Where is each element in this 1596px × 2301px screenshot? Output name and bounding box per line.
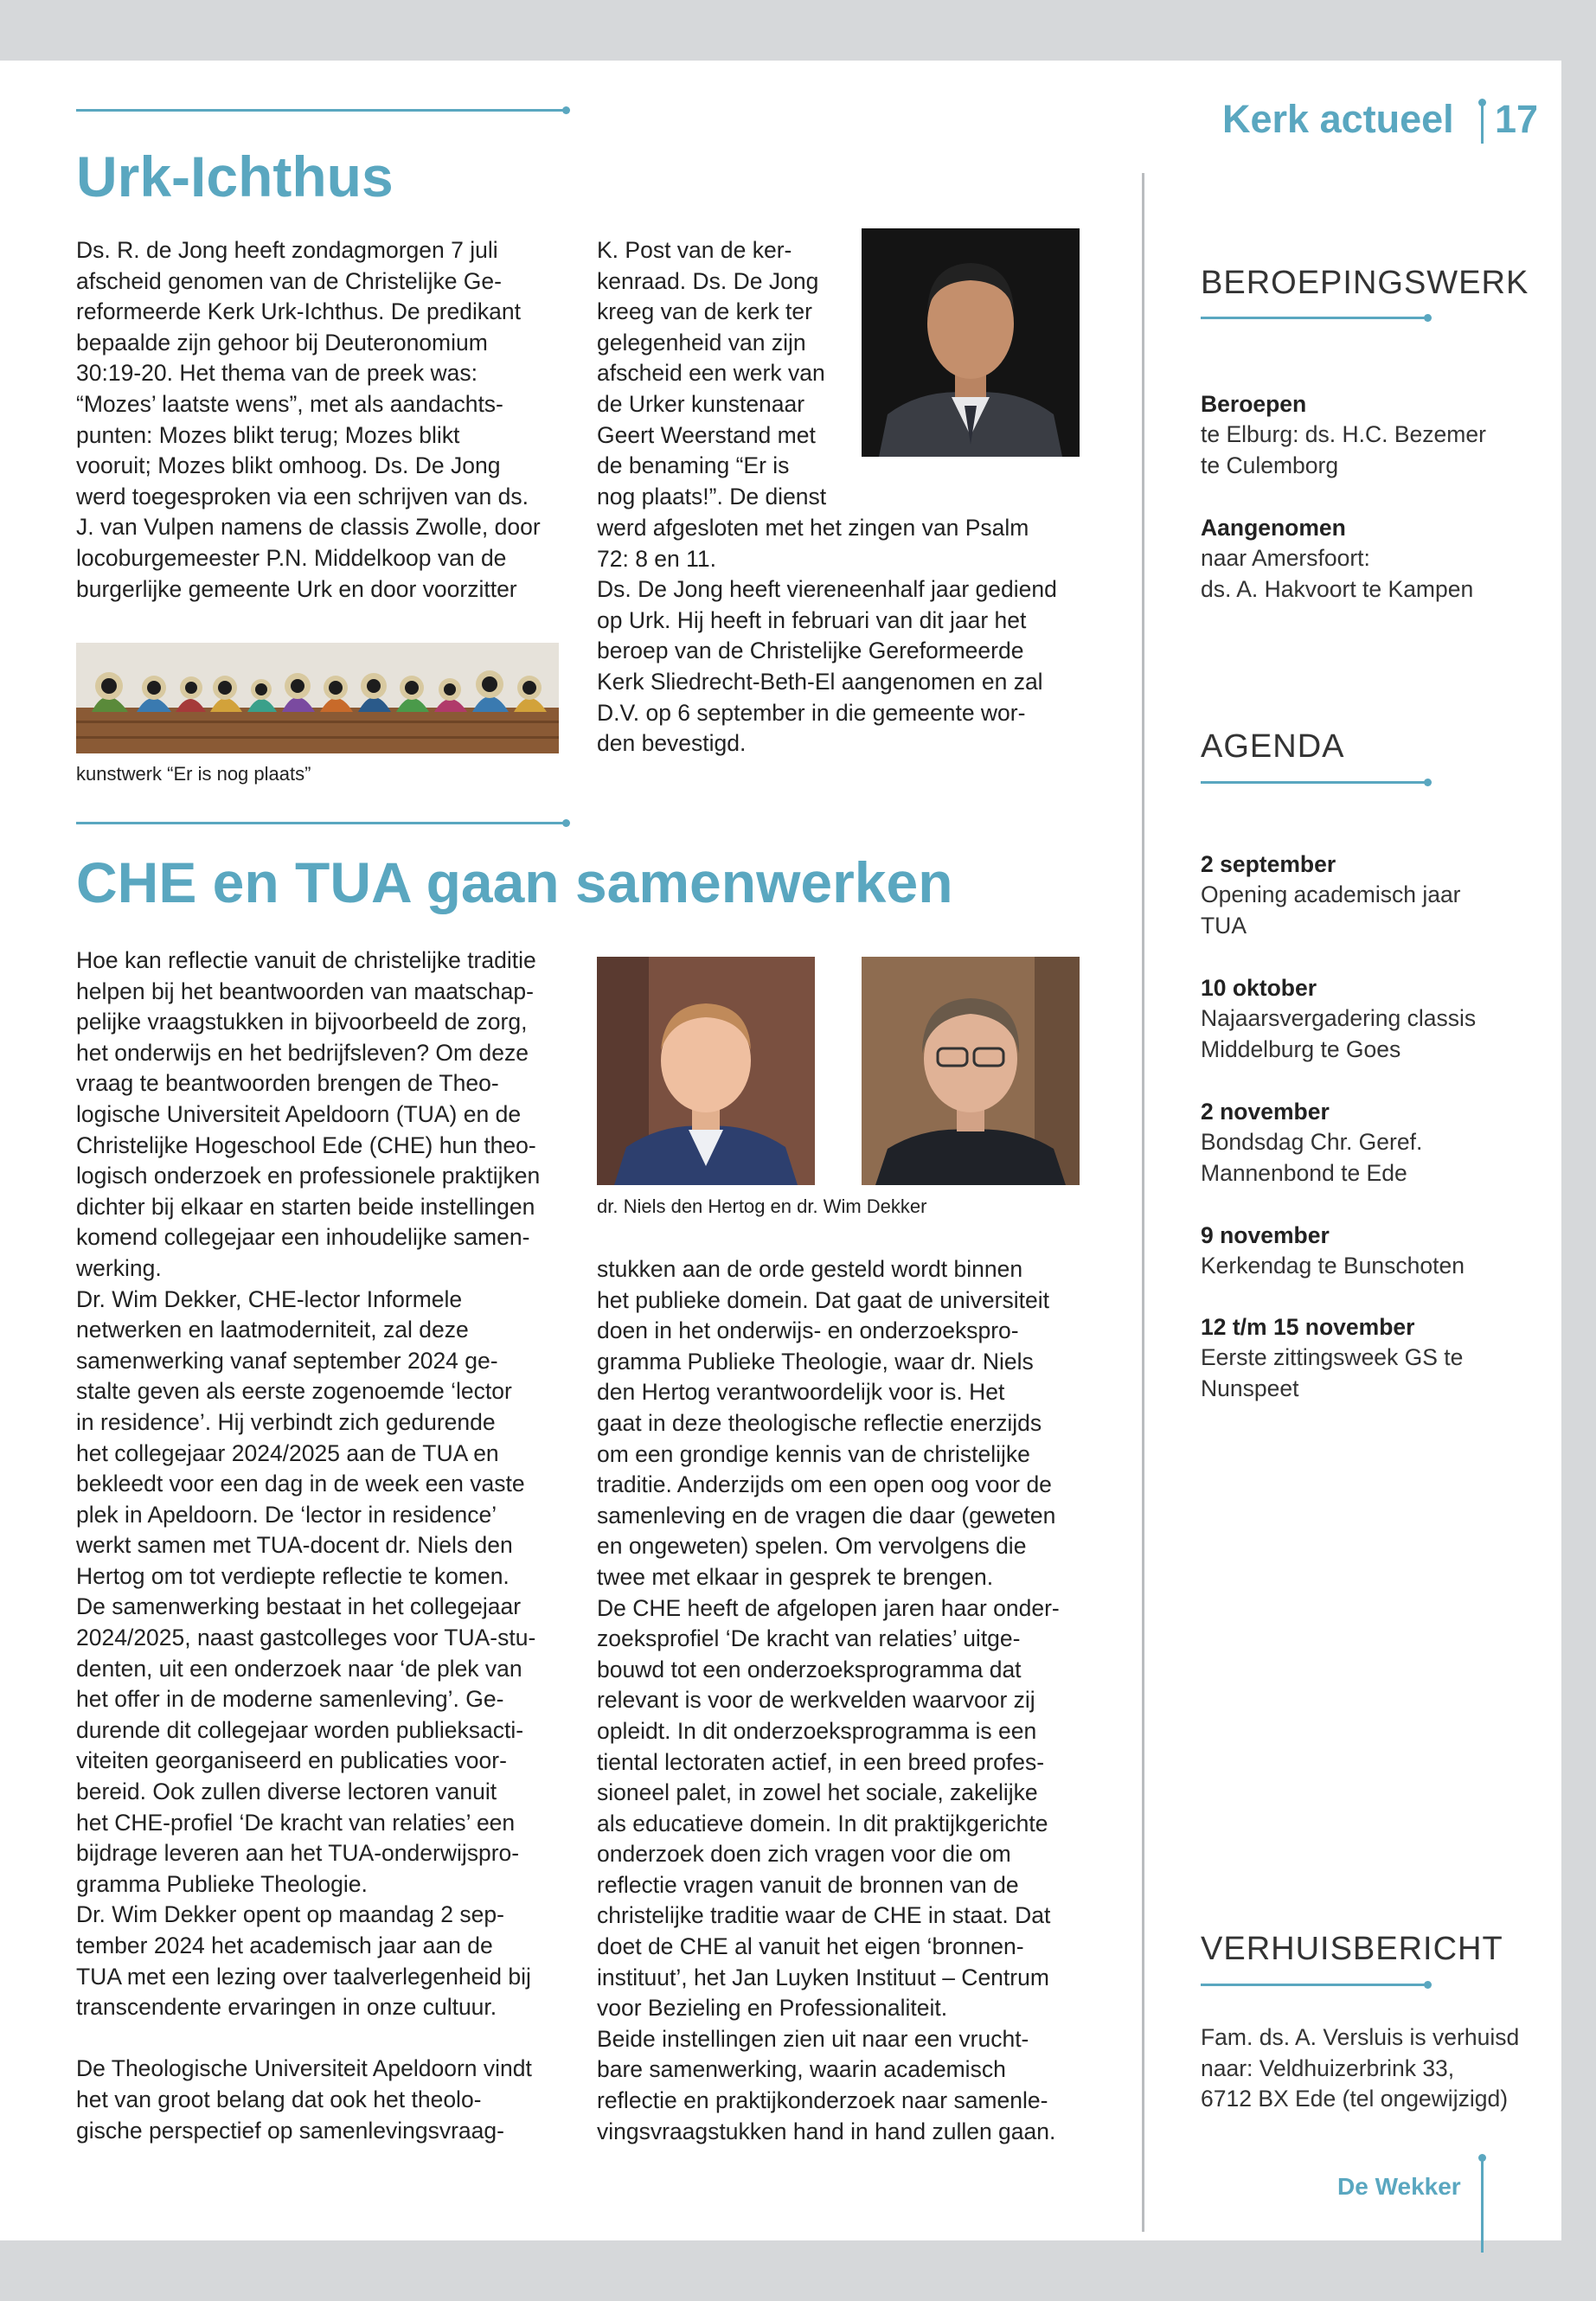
aangenomen-text: naar Amersfoort: ds. A. Hakvoort te Kampen (1201, 545, 1474, 602)
article-title: CHE en TUA gaan samenwerken (76, 850, 953, 914)
sidebar-heading-beroepingswerk: BEROEPINGSWERK (1201, 265, 1529, 301)
article-text: K. Post van de ker- kenraad. Ds. De Jong kreeg van de kerk ter gelegenheid van zijn afscheid een werk van de Urker kunstenaar Geert Weerstand met de benaming “Er is nog plaats!”. De dienst (597, 237, 827, 510)
article-rule (76, 822, 566, 824)
agenda-date: 10 oktober (1201, 974, 1317, 1001)
agenda-text: Kerkendag te Bunschoten (1201, 1253, 1465, 1279)
magazine-page (0, 61, 1561, 2240)
aangenomen-label: Aangenomen (1201, 514, 1346, 541)
agenda-item (1201, 1281, 1529, 1435)
beroepen-label: Beroepen (1201, 390, 1307, 417)
agenda-date: 2 november (1201, 1098, 1330, 1125)
artwork-photo (76, 643, 559, 753)
sidebar-rule (1201, 781, 1427, 784)
portrait-photo (862, 228, 1080, 457)
sidebar-rule (1201, 317, 1427, 319)
verhuisbericht-text: Fam. ds. A. Versluis is verhuisd naar: Veldhuizerbrink 33, 6712 BX Ede (tel ongewijzigd) (1201, 2024, 1520, 2112)
article-text: stukken aan de orde gesteld wordt binnen het publieke domein. Dat gaat de universiteit doen in het onderwijs- en onderzoekspro- gramma Publieke Theologie, waar dr. Niels den Hertog verantwoordelijk voor is. Het gaat in deze theologische reflectie enerzijds om een grondige kennis van de christelijke traditie. Anderzijds om een open oog voor de samenleving en de vragen die daar (geweten en ongeweten) spelen. Om vervolgens die twee met elkaar in gesprek te brengen. De CHE heeft de afgelopen jaren haar onder- zoeksprofiel ‘De kracht van relaties’ uitge- bouwd tot een onderzoeksprogramma dat relevant is voor de werkvelden waarvoor zij opleidt. In dit onderzoeksprogramma is een tiental lectoraten actief, in een breed profes- sioneel palet, in zowel het sociale, zakelijke als educatieve domein. In dit praktijkgerichte onderzoek doen zich vragen voor die om reflectie vragen vanuit de bronnen van de christelijke traditie waar de CHE in staat. Dat doet de CHE al vanuit het eigen ‘bronnen- instituut’, het Jan Luyken Instituut – Centrum voor Bezieling en Professionaliteit. Beide instellingen zien uit naar een vrucht- bare samenwerking, waarin academisch reflectie en praktijkonderzoek naar samenle- vingsvraagstukken hand in hand zullen gaan. (597, 1256, 1060, 2144)
header-divider (1481, 102, 1484, 144)
footer-divider (1481, 2157, 1484, 2253)
agenda-date: 2 september (1201, 850, 1336, 877)
sidebar-heading-verhuisbericht: VERHUISBERICHT (1201, 1931, 1503, 1967)
agenda-text: Najaarsvergadering classis Middelburg te Goes (1201, 1005, 1477, 1062)
portrait-photo-dekker (862, 957, 1080, 1185)
article-rule (76, 109, 566, 112)
photo-caption: dr. Niels den Hertog en dr. Wim Dekker (597, 1195, 927, 1217)
aangenomen-block (1201, 482, 1529, 636)
sidebar-rule (1201, 1984, 1427, 1986)
beroepen-text: te Elburg: ds. H.C. Bezemer te Culemborg (1201, 421, 1486, 478)
artwork-caption: kunstwerk “Er is nog plaats” (76, 763, 311, 785)
agenda-date: 9 november (1201, 1221, 1330, 1248)
article-text: Ds. R. de Jong heeft zondagmorgen 7 juli afscheid genomen van de Christelijke Ge- reformeerde Kerk Urk-Ichthus. De predikant bepaalde zijn gehoor bij Deuteronomium 30:19-20. Het thema van de preek was: “Mozes’ laatste wens”, met als aandachts- punten: Mozes blikt terug; Mozes blikt vooruit; Mozes blikt omhoog. Ds. De Jong werd toegesproken via een schrijven van ds. J. van Vulpen namens de classis Zwolle, door locoburgemeester P.N. Middelkoop van de burgerlijke gemeente Urk en door voorzitter (76, 237, 541, 602)
agenda-date: 12 t/m 15 november (1201, 1313, 1415, 1340)
article-title: Urk-Ichthus (76, 144, 394, 208)
portrait-photo-den-hertog (597, 957, 815, 1185)
page-number: 17 (1495, 97, 1539, 141)
sidebar-heading-agenda: AGENDA (1201, 728, 1345, 765)
section-title: Kerk actueel (1222, 97, 1454, 141)
agenda-text: Opening academisch jaar TUA (1201, 881, 1461, 939)
sidebar-separator (1142, 173, 1144, 2232)
publication-name: De Wekker (1337, 2173, 1461, 2200)
article-text: werd afgesloten met het zingen van Psalm 72: 8 en 11. Ds. De Jong heeft viereneenhalf jaar gediend op Urk. Hij heeft in februari van dit jaar het beroep van de Christelijke Gereformeerde Kerk Sliedrecht-Beth-El aangenomen en zal D.V. op 6 september in die gemeente wor- den bevestigd. (597, 515, 1057, 757)
article-text: Hoe kan reflectie vanuit de christelijke traditie helpen bij het beantwoorden van maatschap- pelijke vraagstukken in bijvoorbeeld de zorg, het onderwijs en het bedrijfsleven? Om deze vraag te beantwoorden brengen de Theo- logische Universiteit Apeldoorn (TUA) en de Christelijke Hogeschool Ede (CHE) hun theo- logisch onderzoek en professionele praktijken dichter bij elkaar en starten beide instellingen komend collegejaar een inhoudelijke samen- werking. Dr. Wim Dekker, CHE-lector Informele netwerken en laatmoderniteit, zal deze samenwerking vanaf september 2024 ge- stalte geven als eerste zogenoemde ‘lector in residence’. Hij verbindt zich gedurende het collegejaar 2024/2025 aan de TUA en bekleedt voor een dag in de week een vaste plek in Apeldoorn. De ‘lector in residence’ werkt samen met TUA-docent dr. Niels den Hertog om tot verdiepte reflectie te komen. De samenwerking bestaat in het collegejaar 2024/2025, naast gastcolleges voor TUA-stu- denten, uit een onderzoek naar ‘de plek van het offer in de moderne samenleving’. Ge- durende dit collegejaar worden publieksacti- viteiten georganiseerd en publicaties voor- bereid. Ook zullen diverse lectoren vanuit het CHE-profiel ‘De kracht van relaties’ een bijdrage leveren aan het TUA-onderwijspro- gramma Publieke Theologie. Dr. Wim Dekker opent op maandag 2 sep- tember 2024 het academisch jaar aan de TUA met een lezing over taalverlegenheid bij transcendente ervaringen in onze cultuur. De Theologische Universiteit Apeldoorn vindt het van groot belang dat ook het theolo- gische perspectief op samenlevingsvraag- (76, 947, 541, 2144)
agenda-text: Bondsdag Chr. Geref. Mannenbond te Ede (1201, 1129, 1423, 1186)
agenda-text: Eerste zittingsweek GS te Nunspeet (1201, 1344, 1464, 1401)
